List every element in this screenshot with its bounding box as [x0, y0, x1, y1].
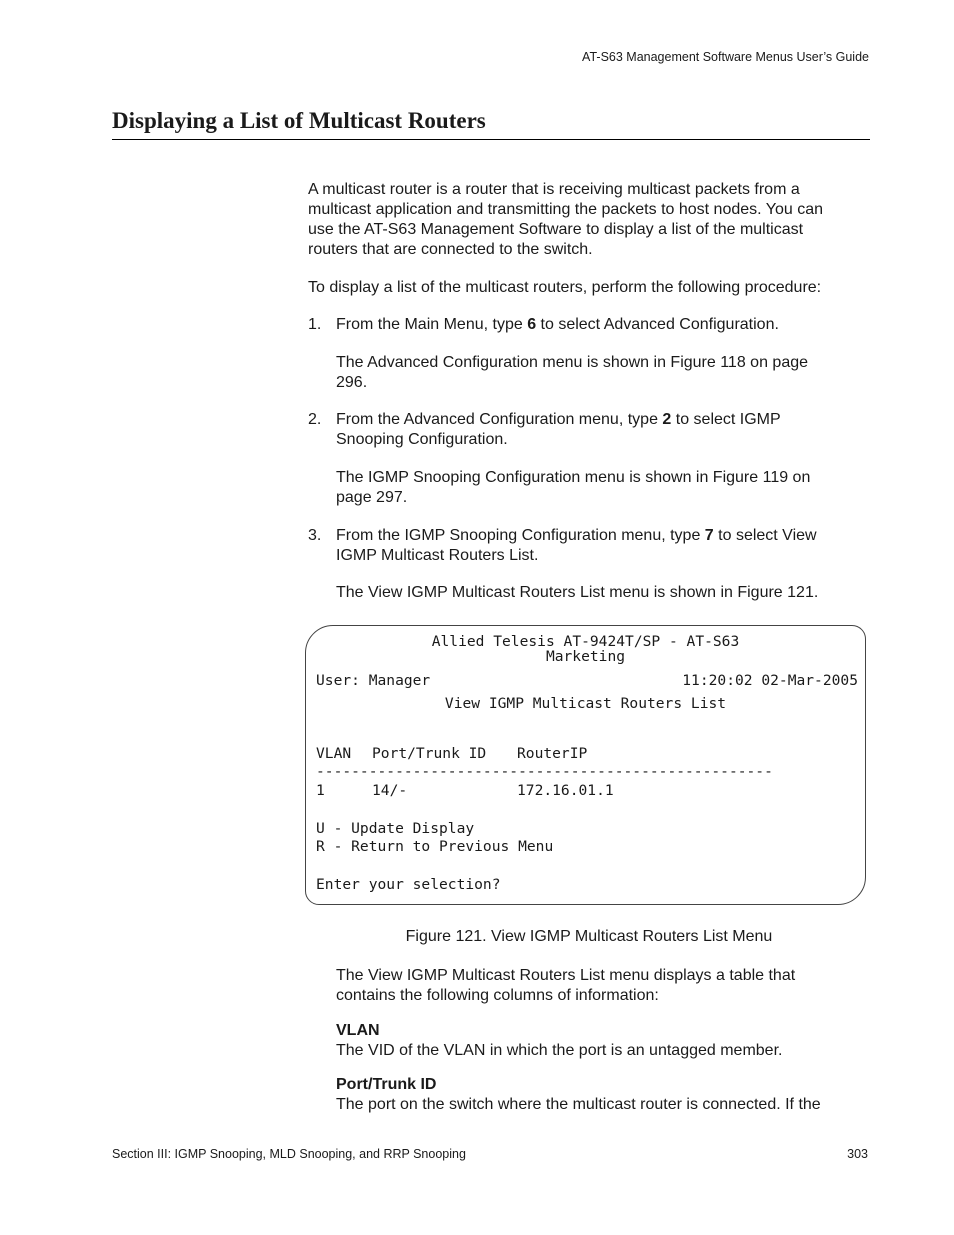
step-text-post: to select IGMP [671, 411, 781, 428]
step-text-pre: From the Advanced Configuration menu, type [336, 411, 663, 428]
step-key: 2 [662, 411, 672, 428]
step-number: 3. [308, 527, 322, 544]
text-line: Snooping Configuration. [336, 431, 508, 448]
definition-text: The VID of the VLAN in which the port is an untagged member. [336, 1042, 783, 1059]
description-paragraph [336, 966, 870, 1006]
step-text-pre: From the Main Menu, type [336, 316, 528, 333]
screen-separator: ---------------------------------------------------- [316, 763, 773, 780]
text-line: The View IGMP Multicast Routers List menu displays a table that [336, 967, 796, 984]
column-header-routerip: RouterIP [517, 745, 588, 762]
column-header-port: Port/Trunk ID [372, 745, 487, 762]
step-number: 2. [308, 411, 322, 428]
intro-paragraph [308, 180, 870, 260]
step-text [336, 526, 870, 566]
text-line: 296. [336, 374, 368, 391]
text-line: routers that are connected to the switch. [308, 241, 593, 258]
step-text-pre: From the IGMP Snooping Configuration menu, type [336, 527, 705, 544]
column-header-vlan: VLAN [316, 745, 352, 762]
screen-menu-title: View IGMP Multicast Routers List [444, 695, 727, 712]
text-line: The Advanced Configuration menu is shown in Figure 118 on page [336, 354, 809, 371]
text-line: The IGMP Snooping Configuration menu is shown in Figure 119 on [336, 469, 811, 486]
screen-prompt: Enter your selection? [316, 876, 501, 893]
text-line: use the AT-S63 Management Software to display a list of the multicast [308, 221, 804, 238]
step-key: 6 [527, 316, 537, 333]
definition-term: VLAN [336, 1022, 380, 1039]
step-text-post: to select Advanced Configuration. [536, 316, 779, 333]
text-line [336, 526, 870, 546]
text-line: page 297. [336, 489, 408, 506]
screen-datetime: 11:20:02 02-Mar-2005 [682, 672, 858, 689]
table-cell-ip: 172.16.01.1 [517, 782, 614, 799]
text-line: multicast application and transmitting the packets to host nodes. You can [308, 201, 823, 218]
step-text [336, 315, 870, 335]
procedure-intro: To display a list of the multicast routers, perform the following procedure: [308, 279, 822, 296]
menu-option-return: R - Return to Previous Menu [316, 838, 554, 855]
figure-caption: Figure 121. View IGMP Multicast Routers List Menu [405, 928, 773, 945]
step-note: The View IGMP Multicast Routers List menu is shown in Figure 121. [336, 584, 819, 601]
table-cell-vlan: 1 [316, 782, 325, 799]
screen-system: Allied Telesis AT-9424T/SP - AT-S63 [431, 633, 740, 650]
step-text [336, 410, 870, 450]
step-note [336, 468, 870, 508]
text-line: IGMP Multicast Routers List. [336, 547, 539, 564]
definition-term: Port/Trunk ID [336, 1076, 437, 1093]
screen-user: User: Manager [316, 672, 431, 689]
page-number: 303 [847, 1147, 868, 1161]
text-line [336, 410, 870, 430]
step-note [336, 353, 870, 393]
screen-location: Marketing [545, 648, 626, 665]
title-rule [112, 139, 870, 140]
menu-option-update: U - Update Display [316, 820, 475, 837]
running-header: AT-S63 Management Software Menus User’s Guide [582, 50, 869, 64]
table-cell-port: 14/- [372, 782, 408, 799]
text-line: A multicast router is a router that is receiving multicast packets from a [308, 181, 800, 198]
page-title: Displaying a List of Multicast Routers [112, 108, 486, 133]
definition-text: The port on the switch where the multicast router is connected. If the [336, 1096, 821, 1113]
footer-section: Section III: IGMP Snooping, MLD Snooping, and RRP Snooping [112, 1147, 466, 1161]
step-text-post: to select View [713, 527, 817, 544]
step-key: 7 [704, 527, 714, 544]
text-line: contains the following columns of information: [336, 987, 659, 1004]
step-number: 1. [308, 316, 322, 333]
